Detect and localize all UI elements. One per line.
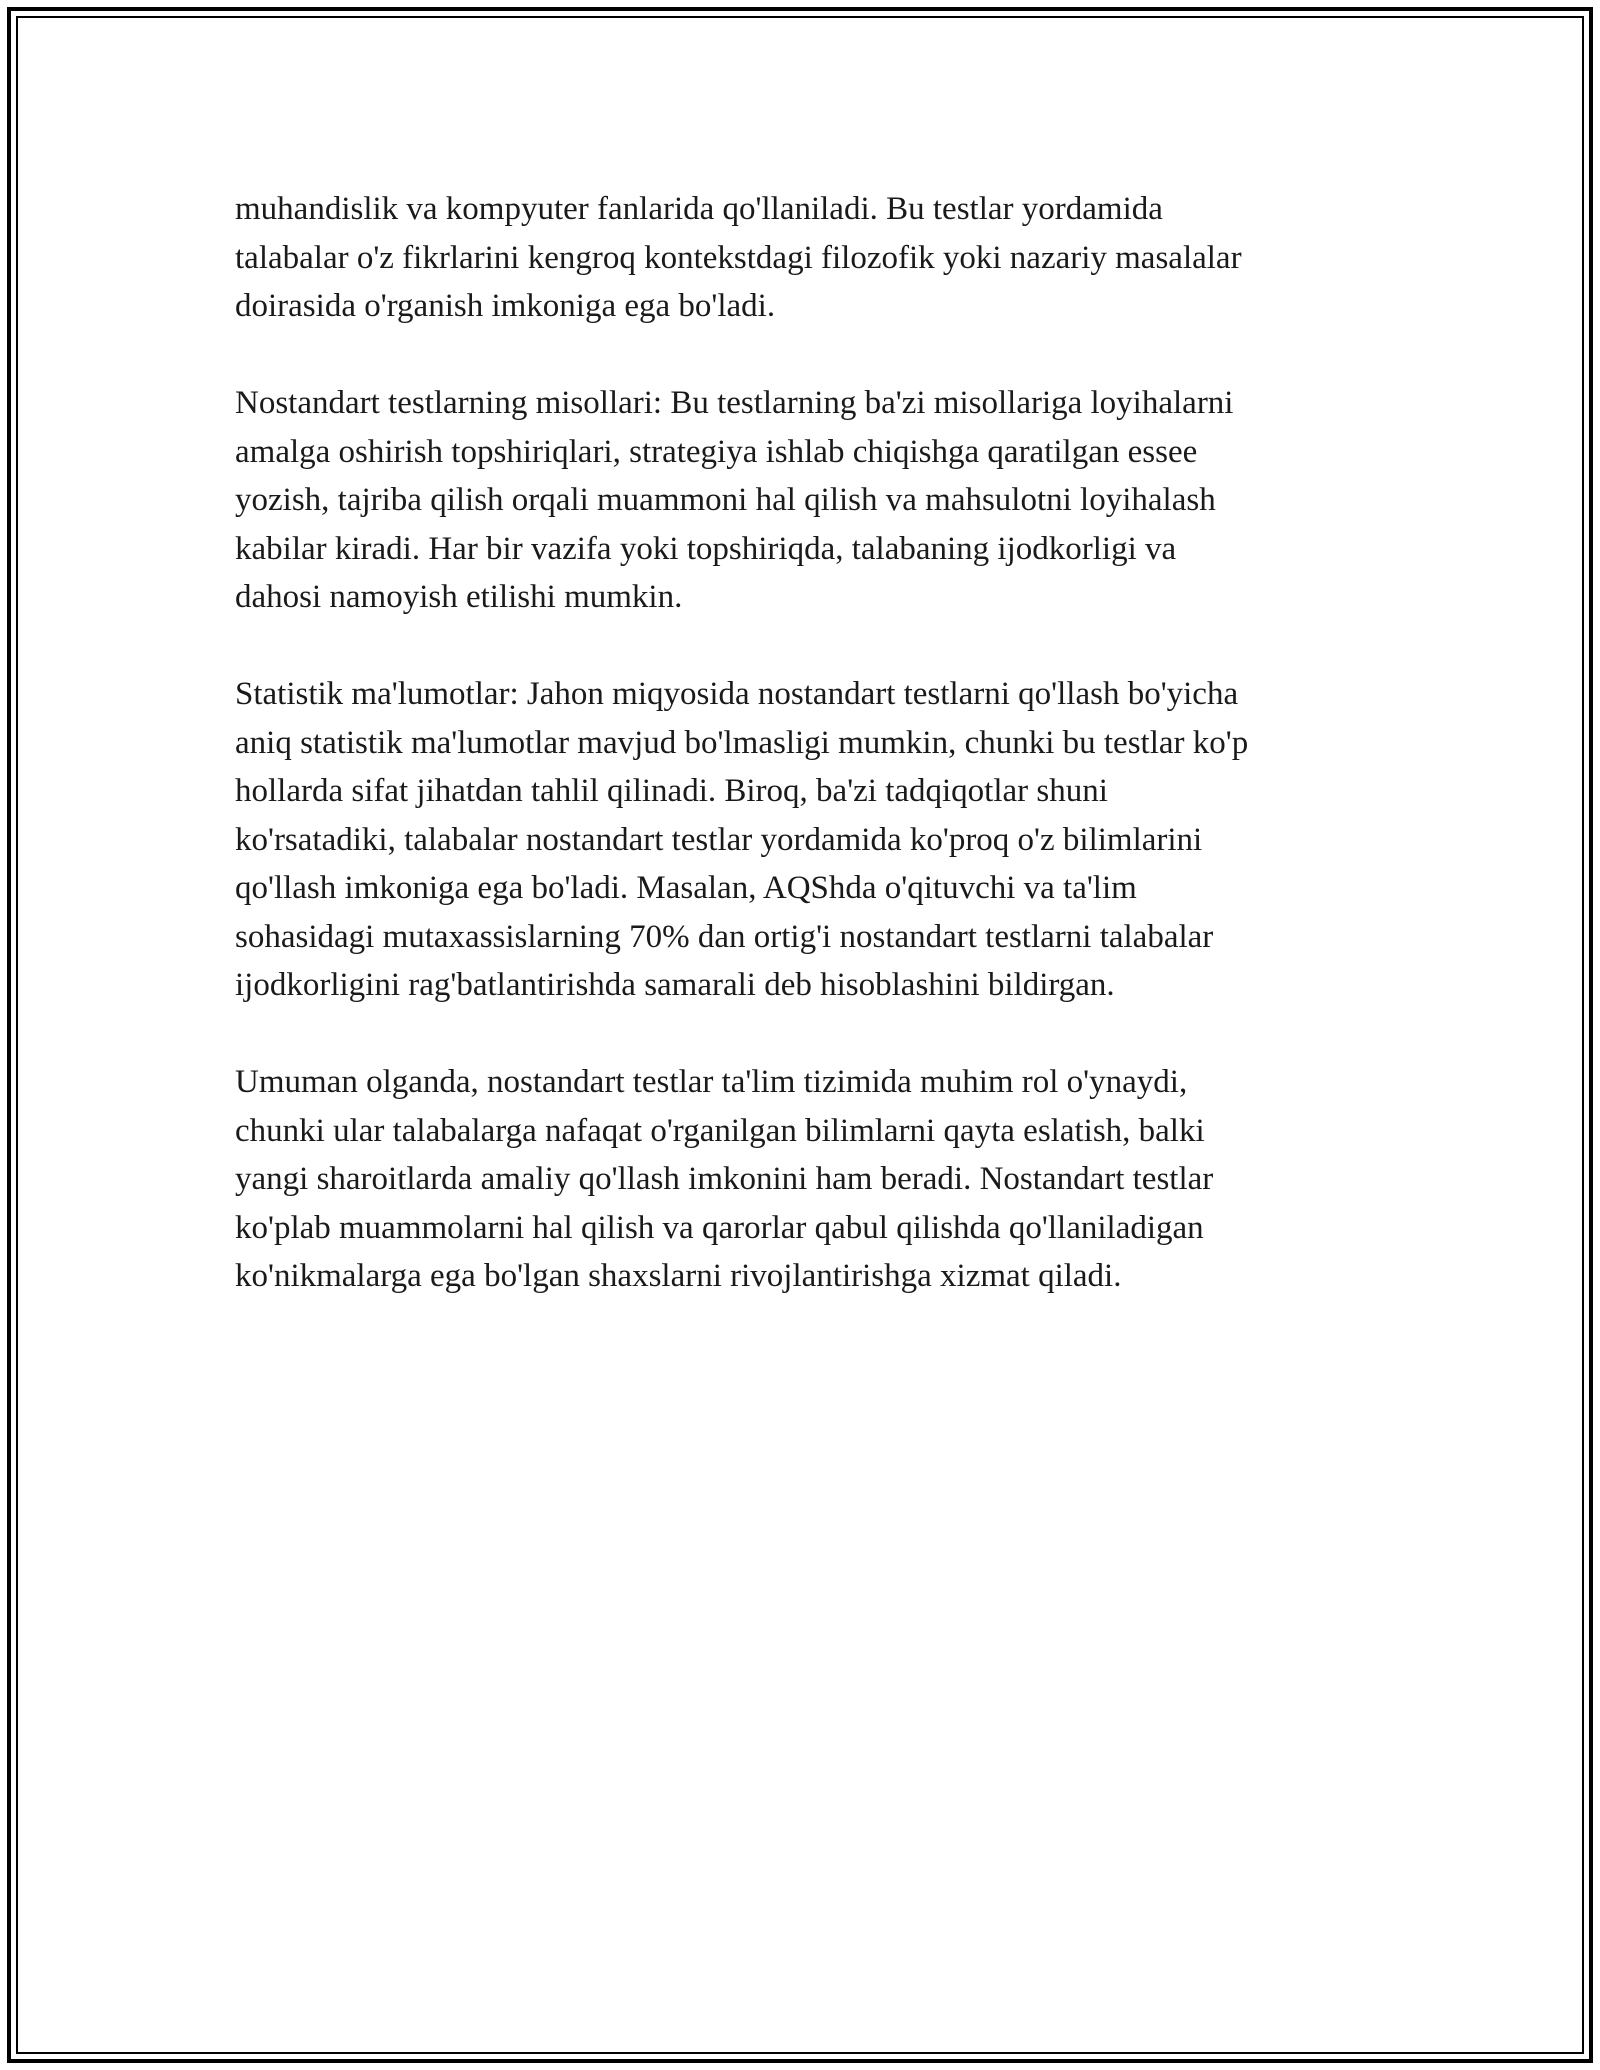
text-line: Umuman olganda, nostandart testlar ta'lim tizimida muhim rol o'ynaydi,: [235, 1064, 1188, 1100]
paragraph-examples: [235, 379, 1380, 622]
text-line: aniq statistik ma'lumotlar mavjud bo'lmasligi mumkin, chunki bu testlar ko'p: [235, 724, 1249, 761]
paragraph-statistics: [235, 670, 1380, 1010]
text-line: ko'rsatadiki, talabalar nostandart testlar yordamida ko'proq o'z bilimlarini: [235, 821, 1203, 858]
document-body: [235, 185, 1380, 1349]
text-line: chunki ular talabalarga nafaqat o'rganilgan bilimlarni qayta eslatish, balki: [235, 1112, 1205, 1149]
text-line: amalga oshirish topshiriqlari, strategiya ishlab chiqishga qaratilgan essee: [235, 433, 1198, 470]
text-line: Statistik ma'lumotlar: Jahon miqyosida nostandart testlarni qo'llash bo'yicha: [235, 676, 1239, 712]
text-line: Nostandart testlarning misollari: Bu testlarning ba'zi misollariga loyihalarni: [235, 385, 1234, 421]
text-line: ko'nikmalarga ega bo'lgan shaxslarni rivojlantirishga xizmat qiladi.: [235, 1258, 1122, 1294]
text-line: sohasidagi mutaxassislarning 70% dan ortig'i nostandart testlarni talabalar: [235, 918, 1214, 955]
text-line: qo'llash imkoniga ega bo'ladi. Masalan, AQShda o'qituvchi va ta'lim: [235, 870, 1137, 906]
text-line: dahosi namoyish etilishi mumkin.: [235, 579, 683, 615]
text-line: talabalar o'z fikrlarini kengroq kontekstdagi filozofik yoki nazariy masalalar: [235, 239, 1242, 276]
text-line: hollarda sifat jihatdan tahlil qilinadi. Biroq, ba'zi tadqiqotlar shuni: [235, 773, 1108, 809]
paragraph-usage: [235, 185, 1380, 331]
text-line: doirasida o'rganish imkoniga ega bo'ladi.: [235, 288, 776, 324]
text-line: yozish, tajriba qilish orqali muammoni hal qilish va mahsulotni loyihalash: [235, 482, 1216, 518]
paragraph-conclusion: [235, 1058, 1380, 1301]
text-line: ijodkorligini rag'batlantirishda samarali deb hisoblashini bildirgan.: [235, 967, 1115, 1003]
text-line: kabilar kiradi. Har bir vazifa yoki topshiriqda, talabaning ijodkorligi va: [235, 530, 1177, 567]
text-line: ko'plab muammolarni hal qilish va qarorlar qabul qilishda qo'llaniladigan: [235, 1209, 1204, 1246]
text-line: muhandislik va kompyuter fanlarida qo'llaniladi. Bu testlar yordamida: [235, 191, 1163, 227]
text-line: yangi sharoitlarda amaliy qo'llash imkonini ham beradi. Nostandart testlar: [235, 1161, 1214, 1197]
